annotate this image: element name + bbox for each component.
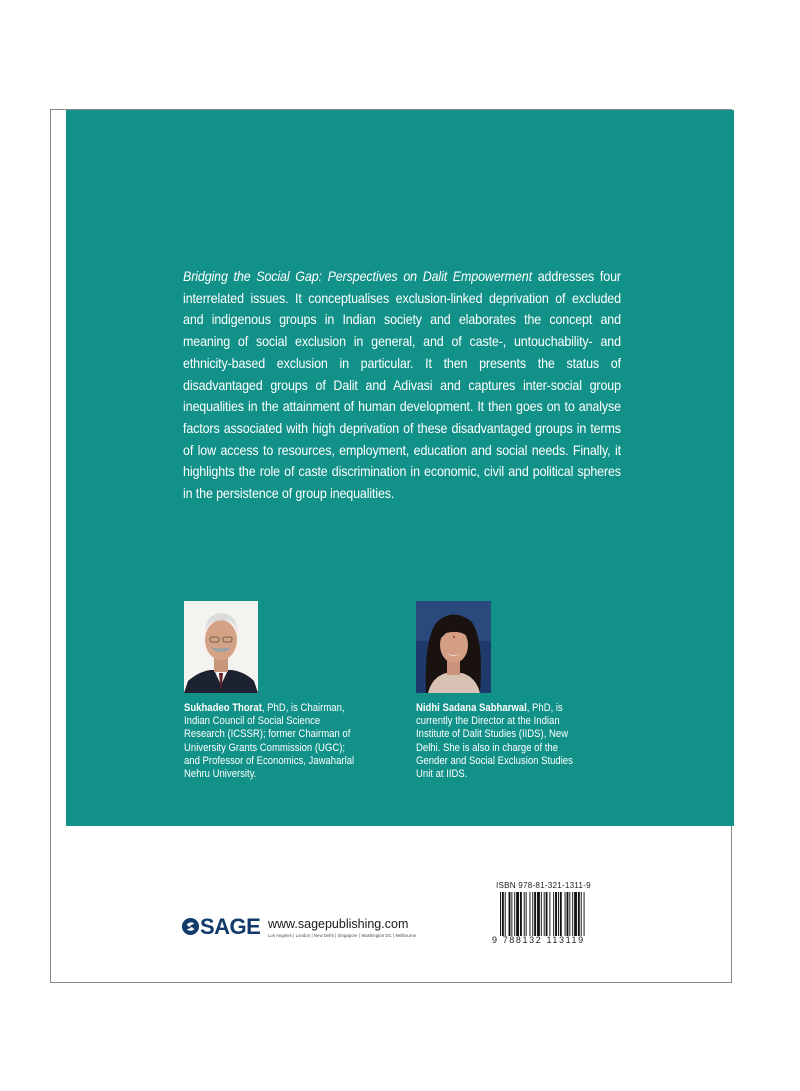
barcode-bar [500,892,501,936]
barcode-bar [574,892,577,936]
barcode-bar [532,892,533,936]
barcode-bar [553,892,554,936]
sage-wordmark: SAGE [200,914,261,939]
barcode-bar [524,892,525,936]
barcode-bar [511,892,512,936]
isbn-label: ISBN 978-81-321-1311-9 [496,880,591,890]
book-description [183,266,621,505]
barcode-bar [509,892,511,936]
barcode-bar [565,892,566,936]
barcode-bar [549,892,550,936]
barcode-bar [537,892,540,936]
barcode-bar [584,892,585,936]
barcode-bar [526,892,527,936]
author-photo-thorat [184,601,258,693]
barcode-bar [567,892,569,936]
book-title: Bridging the Social Gap: Perspectives on Dalit Empowerment [183,269,532,284]
barcode-bar [541,892,542,936]
author-bio-thorat [184,702,360,781]
barcode-bar [505,892,506,936]
barcode-digits: 9 788132 113119 [492,935,585,945]
barcode-bar [534,892,536,936]
barcode-bar [529,892,530,936]
barcode-bar [544,892,545,936]
barcode-bar [546,892,548,936]
author-bio-text: , PhD, is Chairman, Indian Council of Social Science Research (ICSSR); former Chairman of University Grants Commission (UGC); and Professor of Economics, Jawaharlal Nehru University. [184,702,355,781]
author-photo-sabharwal [416,601,491,693]
barcode-bar [516,892,519,936]
isbn-barcode [500,892,621,936]
author-name: Sukhadeo Thorat [184,702,262,714]
author-bio-text: , PhD, is currently the Director at the Indian Institute of Dalit Studies (IIDS), New Delhi. She is also in charge of the Gender and Social Exclusion Studies Unit at IIDS. [416,702,573,781]
barcode-bar [569,892,570,936]
sage-globe-icon [181,917,200,936]
barcode-bar [572,892,573,936]
author-bio-sabharwal [416,702,592,781]
barcode-bar [578,892,580,936]
description-text: addresses four interrelated issues. It conceptualises exclusion-linked deprivation of excluded and indigenous groups in Indian society and elaborates the concept and meaning of social exclusion in general, and of caste-, untouchability- and ethnicity-based exclusion in particular. It then presents the status of disadvantaged groups of Dalit and Adivasi and captures inter-social group inequalities in the attainment of human development. It then goes on to analyse factors associated with high deprivation of these disadvantaged groups in terms of low access to resources, employment, education and social needs. Finally, it highlights the role of caste discrimination in economic, civil and political spheres in the persistence of group inequalities. [183,269,621,502]
publisher-cities: Los Angeles | London | New Delhi | Singapore | Washington DC | Melbourne [268,933,417,938]
publisher-url: www.sagepublishing.com [268,917,409,931]
barcode-bar [514,892,515,936]
barcode-bar [502,892,504,936]
author-name: Nidhi Sadana Sabharwal [416,702,527,714]
barcode-bar [558,892,559,936]
barcode-bar [555,892,557,936]
barcode-bar [520,892,522,936]
sage-logo [181,914,267,940]
barcode-bar [581,892,582,936]
barcode-bar [560,892,562,936]
